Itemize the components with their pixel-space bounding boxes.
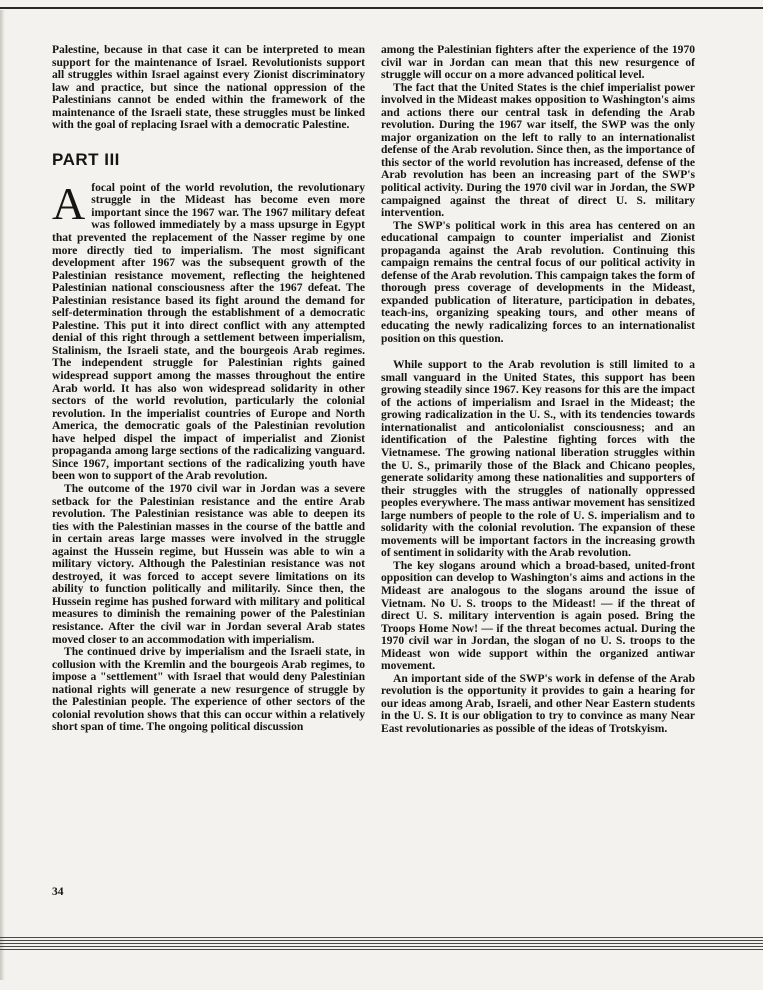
paragraph: While support to the Arab revolution is still limited to a small vanguard in the United States, this support has been growing steadily since 1967. Key reasons for this are the impact of the actions of imperialism and Israel in the Mideast; the growing radicalization in the U. S., with its tendencies towards internationalist and anticolonialist consciousness; and an identification of the Palestine fighting forces with the Vietnamese. The growing national liberation struggles within the U. S., primarily those of the Black and Chicano peoples, generate solidarity among these nationalities and supporters of their struggles with the struggles of nationally oppressed peoples everywhere. The mass antiwar movement has sensitized large numbers of people to the role of U. S. imperialism and to solidarity with the colonial revolution. The expansion of these movements will be important factors in the increasing growth of sentiment in solidarity with the Arab revolution. [381,359,695,560]
paragraph: The fact that the United States is the chief imperialist power involved in the Mideast makes opposition to Washington's aims and actions there our central task in defending the Arab revolution. During the 1967 war itself, the SWP was the only major organization on the left to rally to an internationalist defense of the Arab revolution. Since then, as the importance of this sector of the world revolution has increased, defense of the Arab revolution has been an increasing part of the SWP's political activity. During the 1970 civil war in Jordan, the SWP campaigned against the threat of direct U. S. military intervention. [381,81,695,220]
paragraph: The SWP's political work in this area has centered on an educational campaign to counter imperialist and Zionist propaganda against the Arab revolution. Continuing this campaign remains the central focus of our political activity in defense of the Arab revolution. This campaign takes the form of thorough press coverage of developments in the Mideast, expanded publication of literature, participation in debates, teach-ins, organizing speaking tours, and other means of educating the newly radicalizing forces to an internationalist position on this question. [381,219,695,345]
right-column [381,44,695,736]
bottom-rule [0,937,763,951]
paragraph-text: focal point of the world revolution, the revolutionary struggle in the Mideast has become even more important since the 1967 war. The 1967 military defeat was followed immediately by a mass upsurge in Egypt that prevented the replacement of the Nasser regime by one more directly tied to imperialism. The most significant development after 1967 was the subsequent growth of the Palestinian resistance movement, reflecting the heightened Palestinian national consciousness after the 1967 defeat. The Palestinian resistance based its fight around the demand for self-determination through the establishment of a democratic Palestine. This put it into direct conflict with any attempted denial of this right through a settlement between imperialism, Stalinism, the Israeli state, and the bourgeois Arab regimes. The independent struggle for Palestinian rights gained widespread support among the masses throughout the entire Arab world. It has also won widespread solidarity in other sectors of the world revolution, particularly the colonial revolution. In the imperialist countries of Europe and North America, the democratic goals of the Palestinian revolution have helped dispel the impact of imperialist and Zionist propaganda among large sections of the radicalizing vanguard. Since 1967, important sections of the radicalizing youth have been won to support of the Arab revolution. [52,181,365,483]
paragraph: The key slogans around which a broad-based, united-front opposition can develop to Washington's aims and actions in the Mideast are analogous to the slogans around the issue of Vietnam. No U. S. troops to the Mideast! — if the threat of direct U. S. military intervention is again posed. Bring the Troops Home Now! — if the threat becomes actual. During the 1970 civil war in Jordan, the slogan of no U. S. troops to the Mideast won wide support within the organized antiwar movement. [381,559,695,673]
top-rule [0,0,763,9]
paragraph: The outcome of the 1970 civil war in Jordan was a severe setback for the Palestinian resistance and the entire Arab revolution. The Palestinian resistance was able to deepen its ties with the Palestinian masses in the course of the battle and in certain areas large masses were involved in the struggle against the Hussein regime, but Hussein was able to win a military victory. Although the Palestinian resistance was not destroyed, it was forced to accept severe limitations on its ability to function politically and militarily. Since then, the Hussein regime has pushed forward with military and political measures to diminish the remaining power of the Palestinian resistance. After the civil war in Jordan several Arab states moved closer to an accommodation with imperialism. [52,482,365,646]
paragraph: Palestine, because in that case it can be interpreted to mean support for the maintenance of Israel. Revolutionists support all struggles within Israel against every Zionist discriminatory law and practice, but since the national oppression of the Palestinians cannot be ended within the framework of the maintenance of the Israeli state, these struggles must be linked with the goal of replacing Israel with a democratic Palestine. [52,44,365,132]
scan-edge [0,10,5,980]
section-heading: PART III [52,149,120,169]
paragraph: The continued drive by imperialism and the Israeli state, in collusion with the Kremlin and the bourgeois Arab regimes, to impose a "settlement" with Israel that would deny Palestinian national rights will generate a new resurgence of struggle by the Palestinian people. The experience of other sectors of the colonial revolution shows that this can occur within a relatively short span of time. The ongoing political discussion [52,646,365,734]
page-number: 34 [52,886,64,898]
left-column [52,44,365,734]
drop-cap: A [52,177,86,229]
paragraph: An important side of the SWP's work in defense of the Arab revolution is the opportunity it provides to gain a hearing for our ideas among Arab, Israeli, and other Near Eastern students in the U. S. It is our obligation to try to convince as many Near East revolutionaries as possible of the ideas of Trotskyism. [381,672,695,735]
paragraph: among the Palestinian fighters after the experience of the 1970 civil war in Jordan can mean that this new resurgence of struggle will occur on a more advanced political level. [381,44,695,82]
paragraph-with-dropcap [52,177,365,483]
